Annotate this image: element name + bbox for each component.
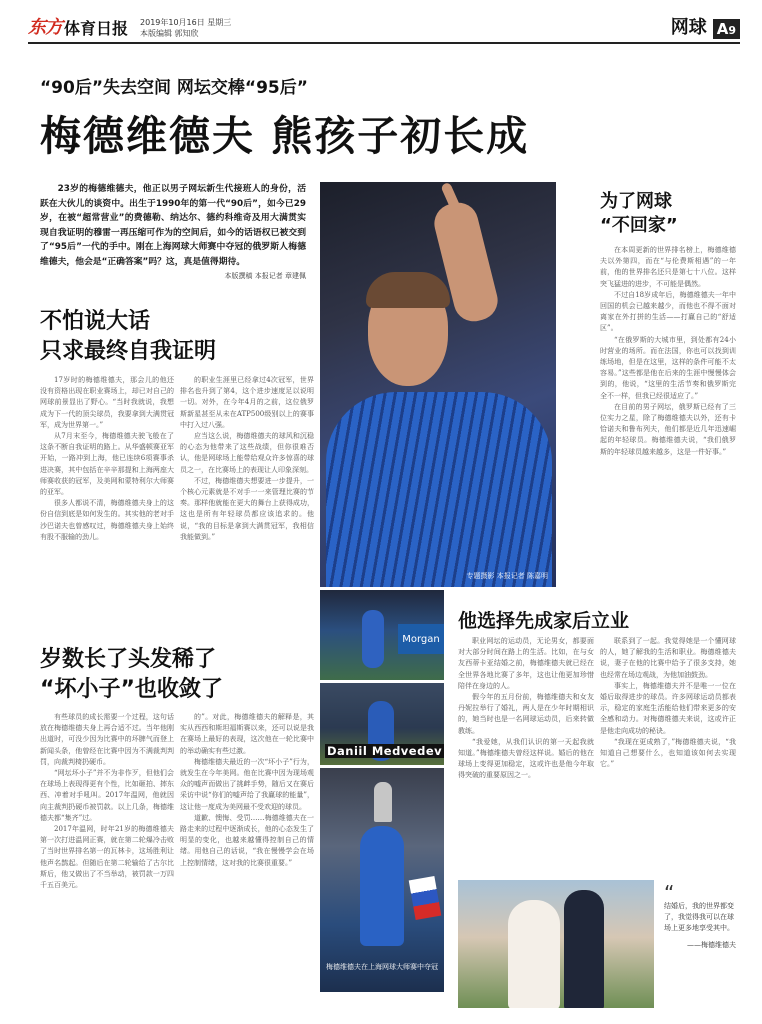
paragraph: “网坛坏小子”并不为非作歹，但他们会在球场上表现得更有个性，比如砸拍、摔东西、冲着对手吼叫。2017年温网，他就因向主裁判扔硬币被罚款。以上几条，梅德维德夫都“集齐”过。 (40, 769, 174, 822)
quote-mark-icon: “ (664, 881, 675, 905)
paragraph: 从7月末至今，梅德维德夫驶飞般在了这条不断自我证明的路上。从华盛顿赛亚军开始，一路冲到上海，他已连续6项赛事杀进决赛，其中包括在辛辛那提和上海两座大师赛收获的冠军，及美网和蒙特利尔大师赛的亚军。 (40, 432, 174, 497)
section-heading-b (40, 645, 223, 705)
lead-byline: 本版撰稿 本报记者 章建佩 (224, 272, 306, 280)
player-figure (362, 610, 384, 668)
paragraph: 17岁时的梅德维德夫，那会儿的他还没有资格出现在职业赛场上，却已对自己的网球前景显出了野心。“当时我就说，我想成为下一代的顶尖球员，我要拿到大满贯冠军，成为世界第一。” (40, 376, 174, 429)
paragraph: 的职业生涯里已经拿过4次冠军，世界排名也升到了第4，这个进步速度足以说明一切。对外，在今年4月的之前，这位俄罗斯新星甚至从未在ATP500级别以上的赛事中打入过八强。 (180, 376, 314, 429)
paragraph: 事实上，梅德维德夫并不是唯一一位在婚后取得进步的球员。许多网球运动员都表示，稳定的家庭生活能给他们带来更多的安全感和动力。对梅德维德夫来说，这或许正是他走向成功的秘诀。 (600, 681, 736, 735)
paragraph: 很多人都说不清，梅德维德夫身上的这份自信到底是如何发生的。其实他的老对手沙巴诺夫也曾感叹过，梅德维德夫身上始终有股不服输的劲儿。 (40, 499, 174, 541)
sponsor-board: Morgan (398, 624, 444, 654)
section-heading-c-line1: 为了网球 (600, 191, 672, 212)
russian-flag (409, 876, 442, 920)
issue-date: 2019年10月16日 星期三 (140, 18, 232, 27)
player-figure (360, 826, 404, 946)
main-photo (320, 182, 556, 587)
logo-main: 东方 (28, 17, 62, 38)
newspaper-logo (28, 13, 128, 39)
paragraph: “我现在更成熟了，”梅德维德夫说，“我知道自己想要什么，也知道该如何去实现它。” (600, 737, 736, 769)
bride-figure (508, 900, 560, 1008)
paragraph: 道歉、懊悔、受罚……梅德维德夫在一路走来的过程中逐渐成长，他的心态发生了明显的变化，也越来越懂得控制自己的情绪。用他自己的话说，“我在慢慢学会在场上控制情绪，这对我的比赛很重要。” (180, 813, 314, 867)
body-column-3 (40, 712, 174, 1007)
paragraph: “我爱她，从我们认识的第一天起我就知道。”梅德维德夫曾经这样说。婚后的他在球场上变得更加稳定，这或许也是他今年取得突破的重要原因之一。 (458, 737, 594, 780)
section-name: 网球 (670, 17, 707, 38)
page-editors: 本版编辑 郭知欣 (140, 29, 199, 38)
section-heading-b-line2: “坏小子”也收敛了 (40, 677, 223, 702)
paragraph: 假今年的五月份前，梅德维德夫和女友丹妮拉举行了婚礼，两人是在少年时期相识的，她当时也是一名网球运动员，后来转做教练。 (458, 693, 594, 735)
quote-text: 结婚后，我的世界都变了，我觉得我可以在球场上更多地享受其中。 (664, 902, 734, 932)
section-heading-c-line2: “不回家” (600, 215, 678, 236)
paragraph: 不过自18岁成年后，梅德维德夫一年中回国的机会已越来越少，而他也不得不面对离家在外打拼的生活——打赢自己的“舒适区”。 (600, 290, 736, 333)
body-column-4 (180, 712, 314, 1007)
body-column-1 (40, 375, 174, 645)
trophy-photo-caption: 梅德维德夫在上海网球大师赛中夺冠 (326, 963, 438, 971)
section-heading-b-line1: 岁数长了头发稀了 (40, 647, 217, 672)
section-heading-c (600, 190, 678, 238)
paragraph: “在俄罗斯的大城市里，到处都有24小时营业的场所。而在法国，你也可以找到训练场地，但是在这里，这样的条件可能不太容易。”这些都是他在后来的生涯中慢慢体会到的，他说，“这里的生活节奏和俄罗斯完全不一样，但我已经很适应了。” (600, 335, 736, 400)
page-letter: A (716, 20, 729, 38)
paragraph: 的”。对此，梅德维德夫的解释是，其实从西西和斯坦福斯赛以来，还可以说是我在赛场上最好的表现，这次他在一轮比赛中的举动确实有些过激。 (180, 713, 314, 755)
section-tag (671, 13, 740, 39)
paragraph: 2017年温网，时年21岁的梅德维德夫第一次打进温网正赛，就在第二轮爆冷击败了当时世界排名第一的瓦林卡，这场胜利让他声名鹊起。但随后在第二轮输给了古尔比斯后，他又做出了不当举动，被罚款一万四千五百美元。 (40, 825, 174, 890)
paragraph: 联系到了一起。我觉得她是一个懂网球的人，她了解我的生活和职业。梅德维德夫说，妻子在他的比赛中给予了很多支持，她也经常在场边观战，为他加油鼓劲。 (600, 637, 736, 679)
paragraph: 职业网坛的运动员，无论男女，都要面对大部分时间在路上的生活。比如，在与女友西蒂卡亚结婚之前，梅德维德夫就已经在全世界各地比赛了多年，这也让他更加珍惜陪伴在身边的人。 (458, 637, 594, 690)
section-heading-a-line1: 不怕说大话 (40, 309, 151, 334)
body-column-2 (180, 375, 314, 645)
page-digit: 9 (728, 24, 736, 37)
paragraph: 有些球员的成长需要一个过程，这句话放在梅德维德夫身上再合适不过。当年他刚出道时，可没少因为比赛中的坏脾气而登上新闻头条，他曾经在比赛中因为不满裁判判罚，向裁判椅扔硬币。 (40, 713, 174, 766)
section-heading-a (40, 307, 216, 367)
paragraph: 应当这么说，梅德维德夫的球风和沉稳的心态为他带来了这些战绩，但你很难否认，他是网球场上能带给观众许多惊喜的球员之一，在比赛场上的表现让人印象深刻。 (180, 432, 314, 474)
photo-hair (366, 272, 450, 308)
paragraph: 不过，梅德维德夫想要进一步提升，一个核心元素就是不对手一一来管理比赛的节奏。那样他就能在更大的舞台上获得成功，这也是所有年轻球员都应该追求的。他说，“我的目标是拿到大满贯冠军，我相信我能做到。” (180, 476, 314, 541)
lead-paragraph (40, 182, 306, 284)
pull-quote (664, 881, 736, 1005)
trophy-shape (374, 782, 392, 822)
paragraph: 梅德维德夫最近的一次“坏小子”行为，就发生在今年美网。他在比赛中因为现场观众的嘘声而做出了挑衅手势，随后又在赛后采访中说“你们的嘘声给了我赢球的能量”，这让他一度成为美网最不受欢迎的球员。 (180, 757, 314, 811)
lead-text: 23岁的梅德维德夫，他正以男子网坛新生代接班人的身份，活跃在大伙儿的谈资中。出生于1990年的第一代“90后”，如今已29岁，在被“超常营业”的费德勒、纳达尔、德约科维奇及用大满贯实现自我证明的穆雷一再压缩可作为的空间后，如今的话语权已被交到了“95后”一代的手中。刚在上海网球大师赛中夺冠的俄罗斯人梅德维德夫，他会是“正确答案”吗？这，真是值得期待。 (40, 184, 306, 267)
section-heading-a-line2: 只求最终自我证明 (40, 339, 217, 364)
quote-source: ——梅德维德夫 (687, 941, 736, 949)
issue-meta (140, 17, 231, 39)
body-column-7 (600, 636, 736, 876)
body-column-5 (600, 245, 736, 595)
paragraph: 在本周更新的世界排名榜上，梅德维德夫以外第四，而在“与伦费斯相遇”的一年前，他的世界排名还只是第七十八位。这样突飞猛进的进步，不可能是偶然。 (600, 246, 736, 288)
groom-figure (564, 890, 604, 1008)
wedding-photo (458, 880, 654, 1008)
main-photo-caption: 专题摄影 本报记者 陈嘉明 (466, 572, 548, 580)
section-heading-d: 他选择先成家后立业 (458, 610, 630, 632)
masthead (28, 14, 740, 44)
headline-title: 梅德维德夫 熊孩子初长成 (40, 112, 530, 160)
logo-sub: 体育日报 (64, 19, 129, 38)
match-photo-1 (320, 590, 444, 680)
body-column-6 (458, 636, 594, 876)
photo-shirt (326, 392, 552, 587)
page-number (713, 19, 740, 39)
player-name-label: Daniil Medvedev (327, 744, 443, 758)
paragraph: 在目前的男子网坛，俄罗斯已经有了三位实力之星，除了梅德维德夫以外，还有卡恰诺夫和鲁布列夫，他们都是近几年迅速崛起的年轻球员。梅德维德夫说，“我们俄罗斯的年轻球员越来越多，这是一件好事。” (600, 402, 736, 456)
headline-kicker: “90后”失去空间 网坛交棒“95后” (40, 78, 308, 98)
trophy-photo (320, 768, 444, 992)
